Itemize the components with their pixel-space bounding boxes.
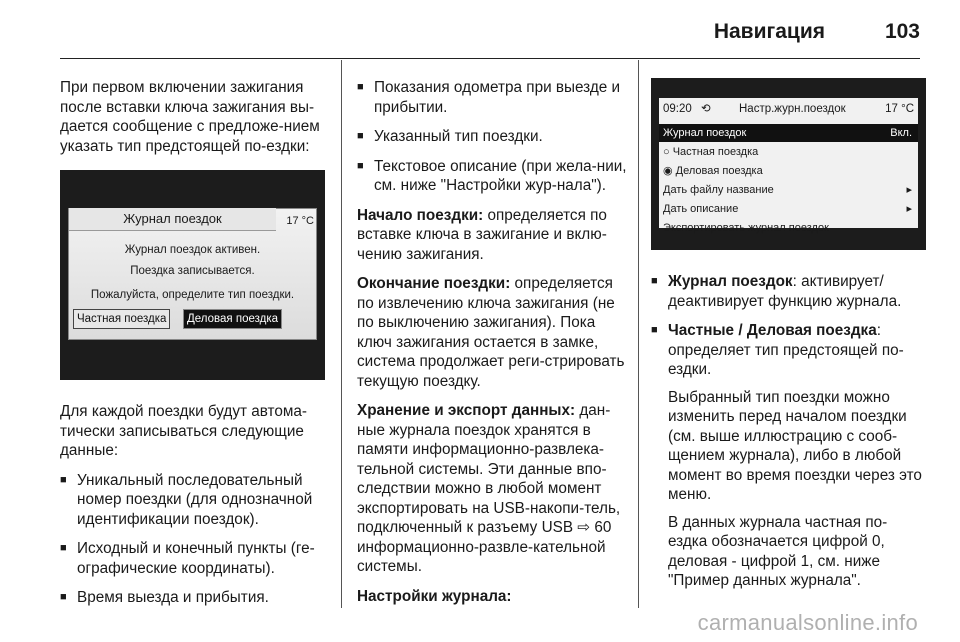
watermark: carmanualsonline.info <box>697 610 918 635</box>
storage-label: Хранение и экспорт данных: <box>357 402 576 419</box>
dialog-message-1: Журнал поездок активен. <box>124 244 261 256</box>
list-item: ■ Уникальный последовательный номер поездки (для однозначной идентификации поездок). <box>60 471 325 530</box>
column-2 <box>357 78 627 616</box>
intro-paragraph: При первом включении зажигания после вставки ключа зажигания вы-дается сообщение с предложе-нием указать тип предстоящей по-ездки: <box>60 79 320 155</box>
bullet-label: Частные / Деловая поездка <box>668 322 877 339</box>
list-item: ■ Время выезда и прибытия. <box>60 588 325 608</box>
menu-item-label: Журнал поездок <box>663 127 747 139</box>
trip-type-code-paragraph: В данных журнала частная по-ездка обозначается цифрой 0, деловая - цифрой 1, см. ниже "Пример данных журнала". <box>668 513 888 589</box>
menu-item-label: Дать описание <box>663 203 739 215</box>
menu-item-trip-log[interactable] <box>659 124 918 142</box>
menu-item-description[interactable] <box>659 200 918 218</box>
list-item: ■ Указанный тип поездки. <box>357 127 627 147</box>
column-1 <box>60 78 325 618</box>
screen-time: 09:20 <box>663 103 692 115</box>
trip-start-label: Начало поездки: <box>357 206 484 224</box>
column-divider-1 <box>341 60 342 608</box>
trip-start-text: определяется по вставке ключа в зажигание и вклю-чению зажигания. <box>357 206 607 263</box>
dialog-message-3: Пожалуйста, определите тип поездки. <box>90 289 295 301</box>
list-item <box>651 272 926 311</box>
trip-log-dialog <box>68 208 317 340</box>
business-trip-button[interactable]: Деловая поездка <box>183 309 282 329</box>
dialog-message-2: Поездка записывается. <box>130 265 255 277</box>
dialog-temperature: 17 °C <box>286 215 314 227</box>
page-number: 103 <box>884 20 920 43</box>
bullet-text: : активирует/ деактивирует функцию журнала. <box>668 273 902 310</box>
menu-item-business-trip[interactable] <box>659 162 918 180</box>
bullet-text: : определяет тип предстоящей по-ездки. <box>668 322 904 378</box>
dialog-title: Журнал поездок <box>69 208 276 231</box>
chevron-right-icon: ▸ <box>906 203 912 215</box>
trip-end-label: Окончание поездки: <box>357 275 511 292</box>
menu-item-label: Дать файлу название <box>663 184 774 196</box>
recorded-data-intro: Для каждой поездки будут автома-тически записываться следующие данные: <box>60 403 308 459</box>
column-divider-2 <box>638 60 639 608</box>
chevron-right-icon: ▸ <box>906 184 912 196</box>
screen-title: Настр.журн.поездок <box>739 103 846 115</box>
storage-text: дан-ные журнала поездок хранятся в памяти информационно-развлека-тельной системы. Эти данные впо-следствии можно в любой момент экспортировать на USB-накопи-тель, подключенный к разъему USB ⇨ 60 информационно-развле-кательной системы. <box>357 402 621 575</box>
menu-item-value: Вкл. <box>890 127 912 139</box>
menu-item-private-trip[interactable] <box>659 143 918 161</box>
screen-status-bar <box>659 98 918 120</box>
list-item: ■ Исходный и конечный пункты (ге-ографические координаты). <box>60 539 325 578</box>
bullet-label: Журнал поездок <box>668 273 793 290</box>
list-item: ■ Текстовое описание (при жела-нии, см. ниже "Настройки жур-нала"). <box>357 157 627 196</box>
screen-temperature: 17 °C <box>885 103 914 115</box>
private-trip-button[interactable]: Частная поездка <box>73 309 170 329</box>
settings-heading: Настройки журнала: <box>357 587 512 605</box>
trip-start-paragraph <box>357 206 627 265</box>
storage-paragraph <box>357 401 627 577</box>
trip-end-paragraph <box>357 274 627 391</box>
page-header <box>60 0 920 60</box>
section-title: Навигация <box>713 20 825 43</box>
settings-screen <box>659 98 918 234</box>
trip-log-settings-screenshot <box>651 78 926 250</box>
trip-log-dialog-screenshot <box>60 170 325 380</box>
column-3 <box>651 78 926 601</box>
header-divider <box>60 58 920 59</box>
menu-item-label: Экспортировать журнал поездок <box>663 222 829 234</box>
back-icon[interactable]: ⟲ <box>701 103 711 115</box>
menu-item-file-name[interactable] <box>659 181 918 199</box>
menu-item-label: ◉ Деловая поездка <box>663 165 763 177</box>
list-item: ■ Показания одометра при выезде и прибытии. <box>357 78 627 117</box>
menu-item-export[interactable] <box>659 219 918 237</box>
trip-end-text: определяется по извлечению ключа зажигания (не по выключению зажигания). Пока ключ зажигания остается в замке, система продолжает реги-стрировать текущую поездку. <box>357 275 625 390</box>
trip-type-change-paragraph: Выбранный тип поездки можно изменить перед началом поездки (см. выше иллюстрацию с сооб-щением журнала), либо в любой момент во время поездки через это меню. <box>668 388 922 503</box>
menu-item-label: ○ Частная поездка <box>663 146 759 158</box>
list-item <box>651 321 926 380</box>
